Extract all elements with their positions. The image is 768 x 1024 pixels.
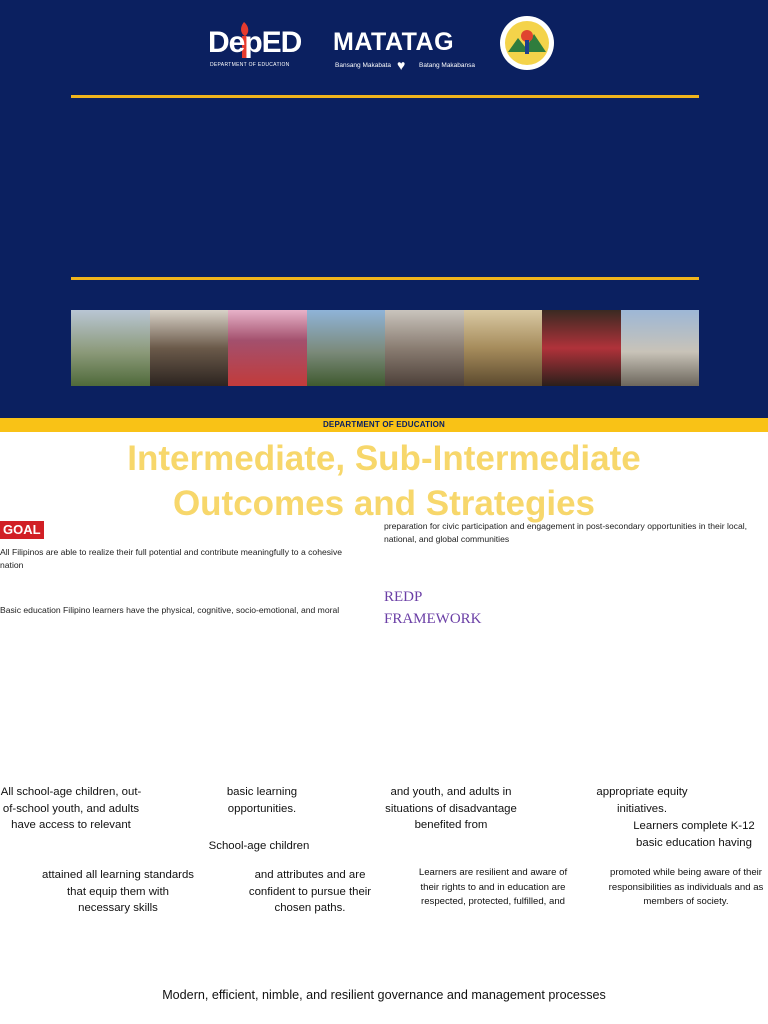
outcome-learning-bottom: and attributes and are confident to pursue their chosen paths.: [248, 869, 372, 914]
matatag-tagline-right: Batang Makabansa: [419, 62, 476, 69]
photo-conference-hall: [228, 310, 307, 386]
deped-seal: [498, 14, 556, 72]
photo-church: [621, 310, 700, 386]
gold-divider-bottom: [71, 277, 699, 280]
goal-badge: GOAL: [0, 521, 44, 539]
outcome-rights-bottom: promoted while being aware of their responsibilities as individuals and as members of society.: [608, 867, 764, 907]
heart-icon: ♥: [397, 57, 406, 73]
outcome-learning-mid: School-age children: [208, 840, 310, 852]
governance-statement: Modern, efficient, nimble, and resilient governance and management processes: [162, 988, 606, 1002]
redp-framework-label: [384, 586, 482, 630]
page-title-line1: Intermediate, Sub-Intermediate: [127, 439, 641, 478]
page-title: [0, 436, 768, 526]
matatag-wordmark: MATATAG: [333, 28, 455, 56]
outcome-equity-bottom: Learners are resilient and aware of their rights to and in education are respected, protected, fulfilled, and: [418, 867, 568, 907]
department-band-label: DEPARTMENT OF EDUCATION: [322, 420, 446, 429]
hero-banner: [0, 0, 768, 418]
photo-presenter: [542, 310, 621, 386]
photo-speaker: [150, 310, 229, 386]
photo-collage: [71, 310, 699, 386]
outcome-access-bottom: attained all learning standards that equip them with necessary skills: [42, 869, 194, 914]
redp-label-line1: REDP: [384, 589, 423, 605]
outcome-access-top: All school-age children, out-of-school youth, and adults have access to relevant: [0, 786, 142, 831]
department-band: [0, 418, 768, 432]
outcome-learning-top: basic learning opportunities.: [226, 786, 298, 815]
outcome-equity-top: and youth, and adults in situations of disadvantage benefited from: [385, 786, 517, 831]
goal-statement: All Filipinos are able to realize their full potential and contribute meaningfully to a cohesive nation: [0, 547, 343, 570]
basic-ed-outcome-start: Basic education Filipino learners have the physical, cognitive, socio-emotional, and moral: [0, 605, 340, 615]
photo-workshop: [385, 310, 464, 386]
deped-subtext: DEPARTMENT OF EDUCATION: [210, 62, 290, 68]
photo-seminar: [464, 310, 543, 386]
basic-ed-outcome-end: preparation for civic participation and engagement in post-secondary opportunities in their local, national, and global communities: [384, 521, 748, 544]
matatag-logo: [333, 28, 485, 76]
seal-icon: [498, 14, 556, 72]
photo-mayon-volcano: [307, 310, 386, 386]
outcome-completion-mid: Learners complete K-12 basic education having: [633, 820, 755, 849]
matatag-tagline-left: Bansang Makabata: [335, 62, 392, 69]
page-title-line2: Outcomes and Strategies: [172, 484, 596, 523]
deped-wordmark: DepED: [208, 26, 302, 59]
outcome-completion-top: appropriate equity initiatives.: [596, 786, 688, 815]
photo-school-building: [71, 310, 150, 386]
redp-label-line2: FRAMEWORK: [384, 611, 482, 627]
gold-divider-top: [71, 95, 699, 98]
deped-logo: [206, 14, 324, 72]
